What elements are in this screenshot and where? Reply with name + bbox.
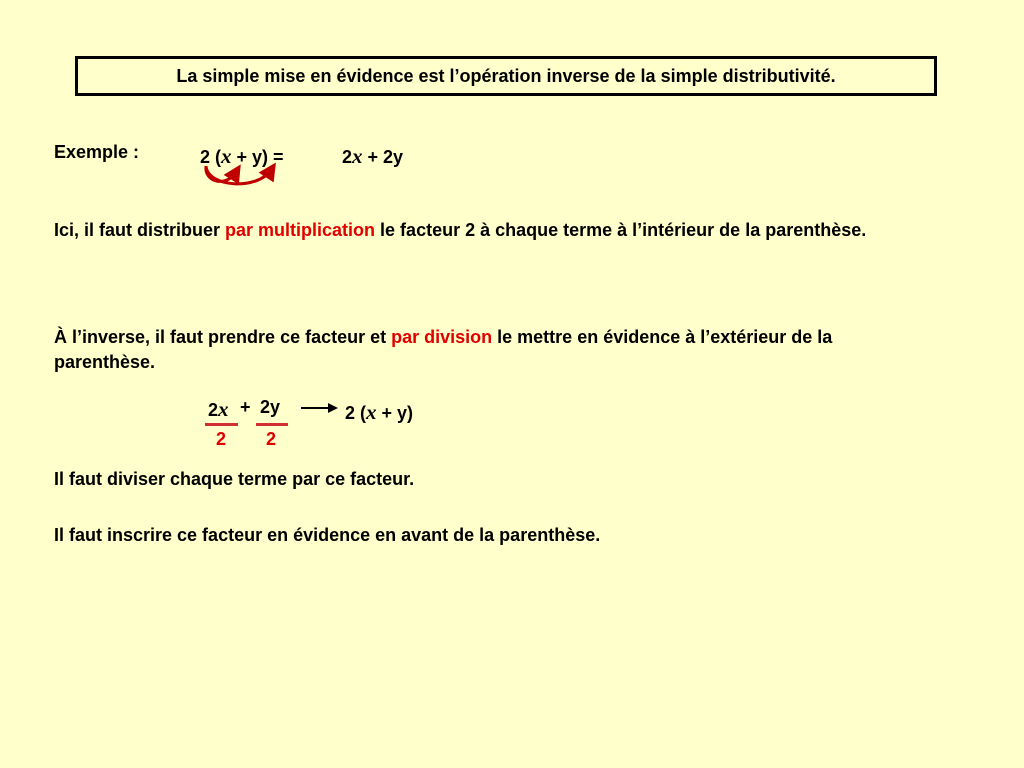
paragraph2-after: le mettre en évidence à l’extérieur de la parenthèse.	[54, 327, 833, 372]
example-label: Exemple :	[54, 142, 140, 162]
division-term1-var: x	[218, 397, 229, 421]
title-text: La simple mise en évidence est l’opération inverse de la simple distributivité.	[176, 65, 836, 86]
division-denominator-1: 2	[216, 429, 227, 449]
paragraph1-before: Ici, il faut distribuer	[54, 220, 226, 240]
paragraph1-after: le facteur 2 à chaque terme à l’intérieur de la parenthèse.	[375, 220, 867, 240]
fraction-bar-1	[205, 423, 238, 426]
division-result	[345, 400, 413, 425]
example-lhs-prefix: 2 (	[200, 147, 222, 167]
division-result-prefix: 2 (	[345, 403, 367, 423]
instruction-factor-out: Il faut inscrire ce facteur en évidence en avant de la parenthèse.	[54, 525, 601, 545]
example-rhs	[342, 144, 403, 169]
division-term1	[208, 397, 229, 422]
title-box	[75, 56, 937, 96]
example-rhs-coef: 2	[342, 147, 353, 167]
division-term2: 2y	[260, 397, 281, 417]
paragraph2-before: À l’inverse, il faut prendre ce facteur et	[54, 327, 392, 347]
paragraph2-highlight: par division	[391, 327, 493, 347]
paragraph-distribute	[54, 218, 934, 243]
example-rhs-suffix: + 2y	[362, 147, 404, 167]
paragraph1-highlight: par multiplication	[225, 220, 376, 240]
fraction-bar-2	[256, 423, 288, 426]
division-result-var: x	[366, 400, 377, 424]
division-denominator-2: 2	[266, 429, 277, 449]
instruction-divide: Il faut diviser chaque terme par ce facteur.	[54, 469, 415, 489]
example-lhs-suffix: + y) =	[231, 147, 284, 167]
example-rhs-var: x	[352, 144, 363, 168]
division-plus: +	[240, 397, 251, 417]
distribution-arrows-icon	[196, 162, 286, 192]
paragraph-inverse	[54, 325, 924, 375]
division-term1-coef: 2	[208, 400, 219, 420]
arrow-right-icon	[300, 400, 340, 416]
example-lhs-var: x	[221, 144, 232, 168]
division-result-suffix: + y)	[376, 403, 414, 423]
